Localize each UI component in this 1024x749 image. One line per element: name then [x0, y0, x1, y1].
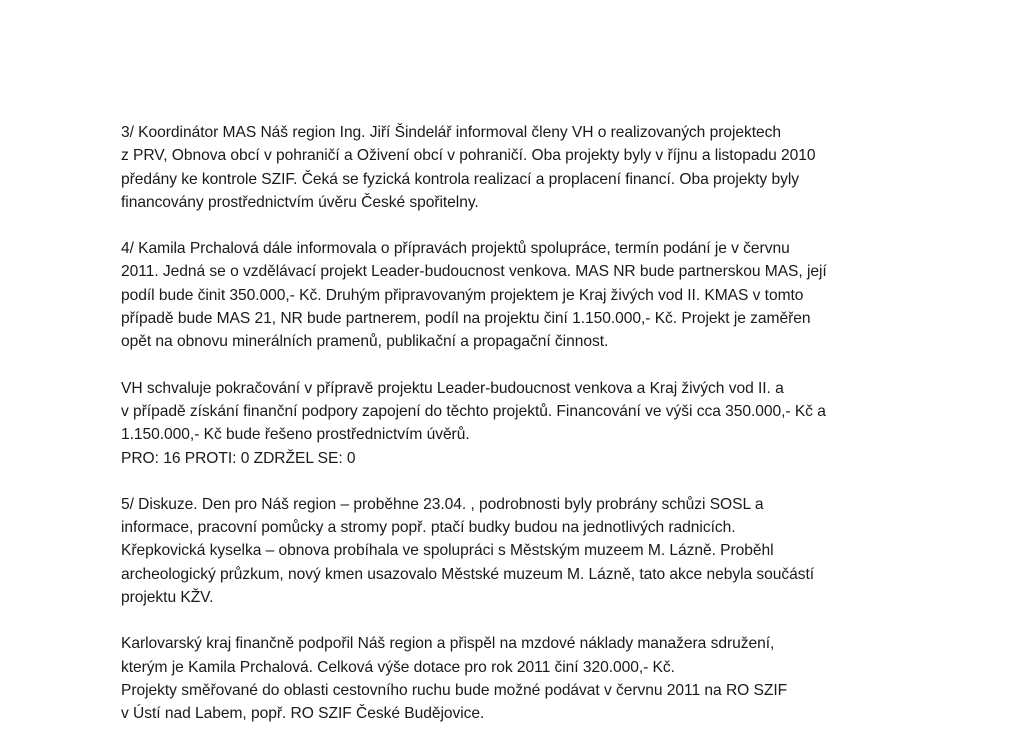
- text-line: opět na obnovu minerálních pramenů, publikační a propagační činnost.: [121, 333, 609, 351]
- text-line: předány ke kontrole SZIF. Čeká se fyzická kontrola realizací a proplacení financí. Oba projekty byly: [121, 170, 799, 188]
- vote-result-line: PRO: 16 PROTI: 0 ZDRŽEL SE: 0: [121, 449, 356, 467]
- text-line: Projekty směřované do oblasti cestovního ruchu bude možné podávat v červnu 2011 na RO SZIF: [121, 681, 788, 699]
- paragraph-resolution: [121, 377, 921, 470]
- text-line: případě bude MAS 21, NR bude partnerem, podíl na projektu činí 1.150.000,- Kč. Projekt je zaměřen: [121, 310, 811, 328]
- text-line: projektu KŽV.: [121, 589, 214, 607]
- text-line: VH schvaluje pokračování v přípravě projektu Leader-budoucnost venkova a Kraj živých vod II. a: [121, 379, 784, 397]
- text-line: informace, pracovní pomůcky a stromy popř. ptačí budky budou na jednotlivých radnicích.: [121, 519, 736, 537]
- text-line: podíl bude činit 350.000,- Kč. Druhým připravovaným projektem je Kraj živých vod II. KMAS v tomto: [121, 286, 804, 304]
- text-line: archeologický průzkum, nový kmen usazovalo Městské muzeum M. Lázně, tato akce nebyla součástí: [121, 565, 815, 583]
- text-line: Křepkovická kyselka – obnova probíhala ve spolupráci s Městským muzeem M. Lázně. Proběhl: [121, 542, 774, 560]
- text-line: kterým je Kamila Prchalová. Celková výše dotace pro rok 2011 činí 320.000,- Kč.: [121, 658, 675, 676]
- text-line: z PRV, Obnova obcí v pohraničí a Oživení obcí v pohraničí. Oba projekty byly v říjnu a listopadu 2010: [121, 147, 816, 165]
- text-line: 1.150.000,- Kč bude řešeno prostřednictvím úvěrů.: [121, 426, 470, 444]
- paragraph-item-4: [121, 237, 921, 353]
- text-line: Karlovarský kraj finančně podpořil Náš region a přispěl na mzdové náklady manažera sdružení,: [121, 635, 775, 653]
- paragraph-item-3: [121, 121, 921, 214]
- text-line: 5/ Diskuze. Den pro Náš region – proběhne 23.04. , podrobnosti byly probrány schůzi SOSL a: [121, 495, 764, 513]
- paragraph-item-5: [121, 493, 921, 609]
- document-body: [121, 121, 921, 749]
- text-line: 4/ Kamila Prchalová dále informovala o přípravách projektů spolupráce, termín podání je v červnu: [121, 240, 790, 258]
- text-line: financovány prostřednictvím úvěru České spořitelny.: [121, 193, 479, 211]
- paragraph-funding: [121, 632, 921, 725]
- text-line: v případě získání finanční podpory zapojení do těchto projektů. Financování ve výši cca 350.000,- Kč a: [121, 402, 826, 420]
- text-line: 2011. Jedná se o vzdělávací projekt Leader-budoucnost venkova. MAS NR bude partnerskou MAS, její: [121, 263, 827, 281]
- text-line: 3/ Koordinátor MAS Náš region Ing. Jiří Šindelář informoval členy VH o realizovaných projektech: [121, 124, 782, 141]
- text-line: v Ústí nad Labem, popř. RO SZIF České Budějovice.: [121, 705, 485, 723]
